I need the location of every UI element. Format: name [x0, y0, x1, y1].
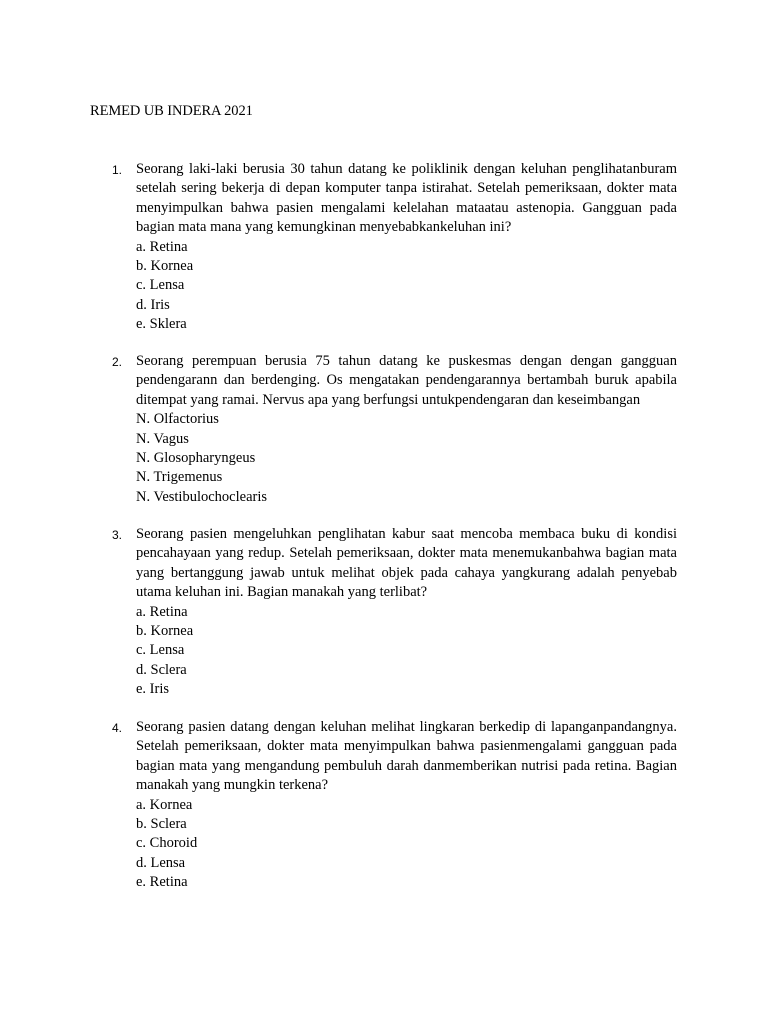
answer-options	[136, 796, 677, 893]
answer-options	[136, 238, 677, 335]
answer-option: e. Retina	[136, 874, 188, 891]
answer-options	[136, 410, 677, 507]
answer-option: d. Iris	[136, 296, 170, 313]
answer-option: c. Choroid	[136, 835, 198, 852]
question-text: Seorang pasien mengeluhkan penglihatan kabur saat mencoba membaca buku di kondisi pencahayaan yang redup. Setelah pemeriksaan, dokter mata menemukanbahwa bagian mata yang bertanggung jawab untuk melihat objek pada cahaya yangkurang adalah penyebab utama keluhan ini. Bagian manakah yang terlibat?	[136, 526, 677, 601]
question-number: 3.	[112, 528, 123, 542]
question-text: Seorang perempuan berusia 75 tahun datang ke puskesmas dengan dengan gangguan pendengarann dan berdenging. Os mengatakan pendengarannya bertambah buruk apabila ditempat yang ramai. Nervus apa yang berfungsi untukpendengaran dan keseimbangan	[136, 353, 677, 408]
question-3	[112, 525, 677, 700]
answer-option: a. Retina	[136, 238, 188, 255]
answer-option: b. Kornea	[136, 623, 194, 640]
answer-option: d. Lensa	[136, 854, 186, 871]
answer-option: d. Sclera	[136, 661, 187, 678]
question-number: 4.	[112, 721, 123, 735]
answer-option: a. Retina	[136, 603, 188, 620]
answer-option: e. Sklera	[136, 316, 187, 333]
question-4	[112, 718, 677, 893]
question-2	[112, 352, 677, 507]
answer-option: e. Iris	[136, 681, 170, 698]
answer-option: N. Glosopharyngeus	[136, 450, 256, 467]
question-number: 1.	[112, 163, 123, 177]
answer-options	[136, 603, 677, 700]
document-title: REMED UB INDERA 2021	[90, 103, 253, 119]
answer-option: b. Sclera	[136, 816, 187, 833]
question-text: Seorang laki-laki berusia 30 tahun datang ke poliklinik dengan keluhan penglihatanburam setelah sering bekerja di depan komputer tanpa istirahat. Setelah pemeriksaan, dokter mata menyimpulkan bahwa pasien mengalami kelelahan mataatau astenopia. Gangguan pada bagian mata mana yang kemungkinan menyebabkankeluhan ini?	[136, 161, 677, 236]
answer-option: a. Kornea	[136, 796, 193, 813]
answer-option: N. Trigemenus	[136, 469, 223, 486]
question-number: 2.	[112, 355, 123, 369]
question-text: Seorang pasien datang dengan keluhan melihat lingkaran berkedip di lapanganpandangnya. Setelah pemeriksaan, dokter mata menyimpulkan bahwa pasienmengalami gangguan pada bagian mata yang mengandung pembuluh darah danmemberikan nutrisi pada retina. Bagian manakah yang mungkin terkena?	[136, 719, 677, 794]
answer-option: c. Lensa	[136, 277, 185, 294]
question-1	[112, 160, 677, 335]
answer-option: c. Lensa	[136, 642, 185, 659]
answer-option: N. Vagus	[136, 430, 189, 447]
answer-option: b. Kornea	[136, 258, 194, 275]
answer-option: N. Vestibulochoclearis	[136, 488, 268, 505]
answer-option: N. Olfactorius	[136, 411, 219, 428]
